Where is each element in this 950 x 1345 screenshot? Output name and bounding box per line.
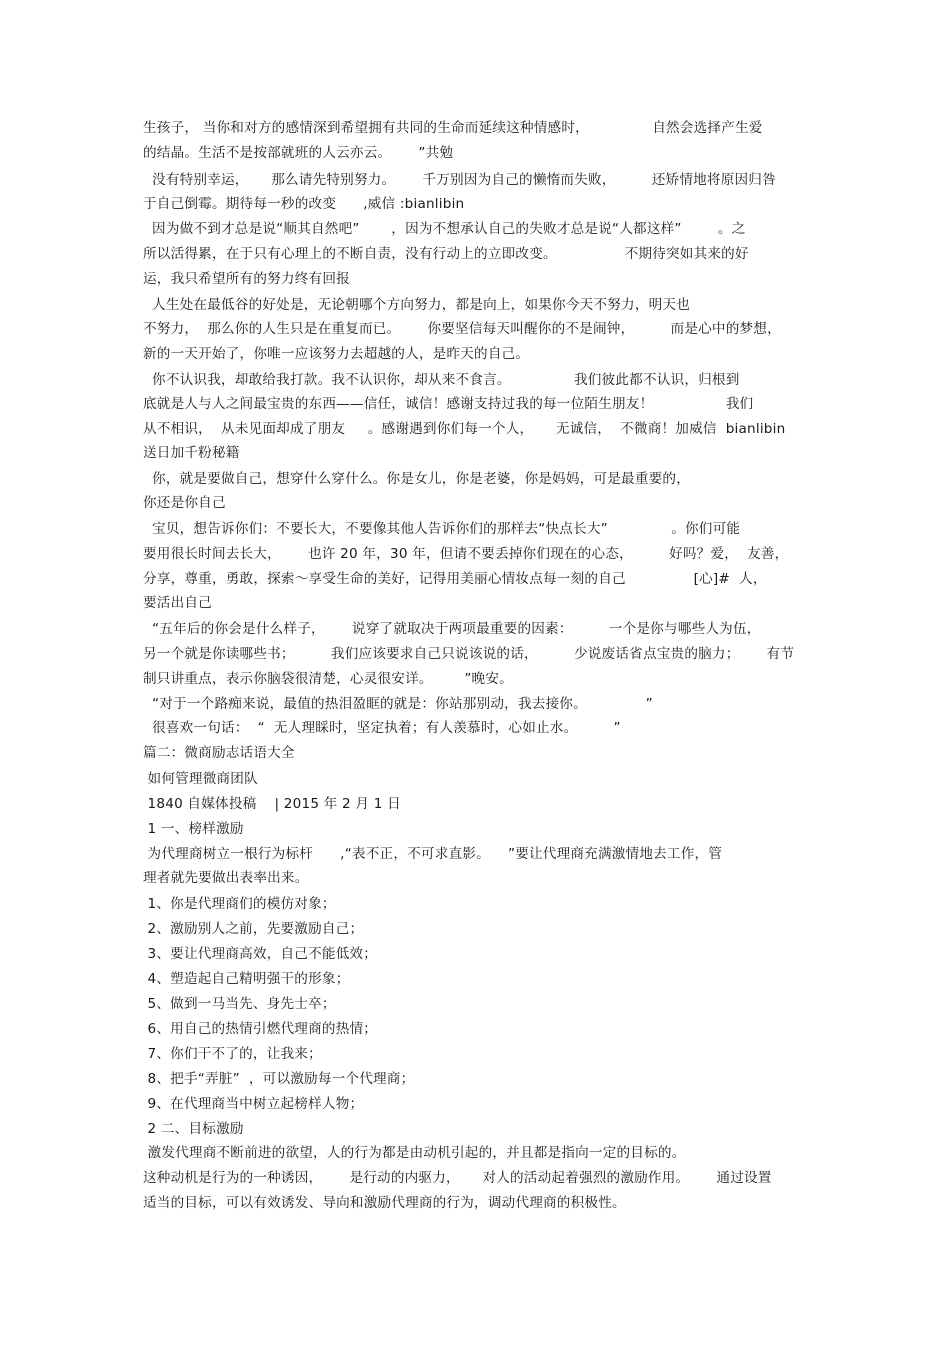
list-item: 3、要让代理商高效，自己不能低效；	[143, 946, 378, 962]
text-line: 所以活得累，在于只有心理上的不断自责，没有行动上的立即改变。 不期待突如其来的好	[143, 246, 749, 262]
text-line: 从不相识， 从未见面却成了朋友 。感谢遇到你们每一个人， 无诚信， 不微商！加威信 bianlibin	[143, 421, 786, 437]
text-line: 你不认识我，却敢给我打款。我不认识你，却从来不食言。 我们彼此都不认识，归根到	[143, 372, 740, 388]
list-item: 2、激励别人之前，先要激励自己；	[143, 921, 364, 937]
section-heading: 篇二：微商励志话语大全	[143, 745, 295, 761]
text-line: 运，我只希望所有的努力终有回报	[143, 271, 350, 287]
text-line: 激发代理商不断前进的欲望，人的行为都是由动机引起的，并且都是指向一定的目标的。	[143, 1145, 686, 1161]
list-item: 6、用自己的热情引燃代理商的热情；	[143, 1021, 378, 1037]
text-line: “对于一个路痴来说，最值的热泪盈眶的就是：你站那别动，我去接你。 ”	[143, 696, 653, 712]
text-line: 另一个就是你读哪些书； 我们应该要求自己只说该说的话， 少说废话省点宝贵的脑力； 有节	[143, 646, 795, 662]
article-title: 如何管理微商团队	[143, 771, 258, 787]
text-line: 这种动机是行为的一种诱因， 是行动的内驱力， 对人的活动起着强烈的激励作用。 通过设置	[143, 1170, 772, 1186]
text-line: 要活出自己	[143, 595, 212, 611]
article-byline: 1840 自媒体投稿 | 2015 年 2 月 1 日	[143, 796, 401, 812]
list-item: 7、你们干不了的，让我来；	[143, 1046, 322, 1062]
text-line: 不努力， 那么你的人生只是在重复而已。 你要坚信每天叫醒你的不是闹钟， 而是心中的梦想，	[143, 321, 781, 337]
text-line: 新的一天开始了，你唯一应该努力去超越的人，是昨天的自己。	[143, 346, 530, 362]
list-item: 4、塑造起自己精明强干的形象；	[143, 971, 350, 987]
text-line: 底就是人与人之间最宝贵的东西——信任，诚信！感谢支持过我的每一位陌生朋友！ 我们	[143, 396, 754, 412]
subsection-heading: 2 二、目标激励	[143, 1121, 244, 1137]
text-line: 分享，尊重，勇敢，探索～享受生命的美好，记得用美丽心情妆点每一刻的自己 [心]# 人，	[143, 571, 767, 587]
text-line: 于自己倒霉。期待每一秒的改变 ,威信 :bianlibin	[143, 196, 465, 212]
text-line: 因为做不到才总是说“顺其自然吧” ，因为不想承认自己的失败才总是说“人都这样” 。之	[143, 221, 746, 237]
list-item: 9、在代理商当中树立起榜样人物；	[143, 1096, 364, 1112]
subsection-heading: 1 一、榜样激励	[143, 821, 244, 837]
text-line: 人生处在最低谷的好处是，无论朝哪个方向努力，都是向上，如果你今天不努力，明天也	[143, 297, 690, 313]
text-line: 的结晶。生活不是按部就班的人云亦云。 ”共勉	[143, 145, 454, 161]
text-line: 制只讲重点，表示你脑袋很清楚，心灵很安详。 ”晚安。	[143, 671, 513, 687]
text-line: 要用很长时间去长大， 也许 20 年，30 年，但请不要丢掉你们现在的心态， 好吗？爱， 友善，	[143, 546, 789, 562]
text-line: 为代理商树立一根行为标杆 ,“表不正，不可求直影。 ”要让代理商充满激情地去工作，管	[143, 846, 723, 862]
text-line: “五年后的你会是什么样子， 说穿了就取决于两项最重要的因素： 一个是你与哪些人为伍，	[143, 621, 761, 637]
text-line: 很喜欢一句话： “ 无人理睬时，坚定执着；有人羡慕时，心如止水。 ”	[143, 720, 621, 736]
text-line: 没有特别幸运， 那么请先特别努力。 千万别因为自己的懒惰而失败， 还矫情地将原因归咎	[143, 172, 776, 188]
text-line: 理者就先要做出表率出来。	[143, 870, 309, 886]
text-line: 你还是你自己	[143, 495, 226, 511]
list-item: 8、把手“弄脏” ，可以激励每一个代理商；	[143, 1071, 415, 1087]
text-line: 生孩子， 当你和对方的感情深到希望拥有共同的生命而延续这种情感时， 自然会选择产生爱	[143, 120, 763, 136]
list-item: 5、做到一马当先、身先士卒；	[143, 996, 336, 1012]
text-line: 适当的目标，可以有效诱发、导向和激励代理商的行为，调动代理商的积极性。	[143, 1195, 626, 1211]
text-line: 宝贝，想告诉你们：不要长大，不要像其他人告诉你们的那样去“快点长大” 。你们可能	[143, 521, 741, 537]
text-line: 你，就是要做自己，想穿什么穿什么。你是女儿，你是老婆，你是妈妈，可是最重要的，	[143, 471, 690, 487]
text-line: 送日加千粉秘籍	[143, 445, 240, 461]
list-item: 1、你是代理商们的模仿对象；	[143, 896, 336, 912]
